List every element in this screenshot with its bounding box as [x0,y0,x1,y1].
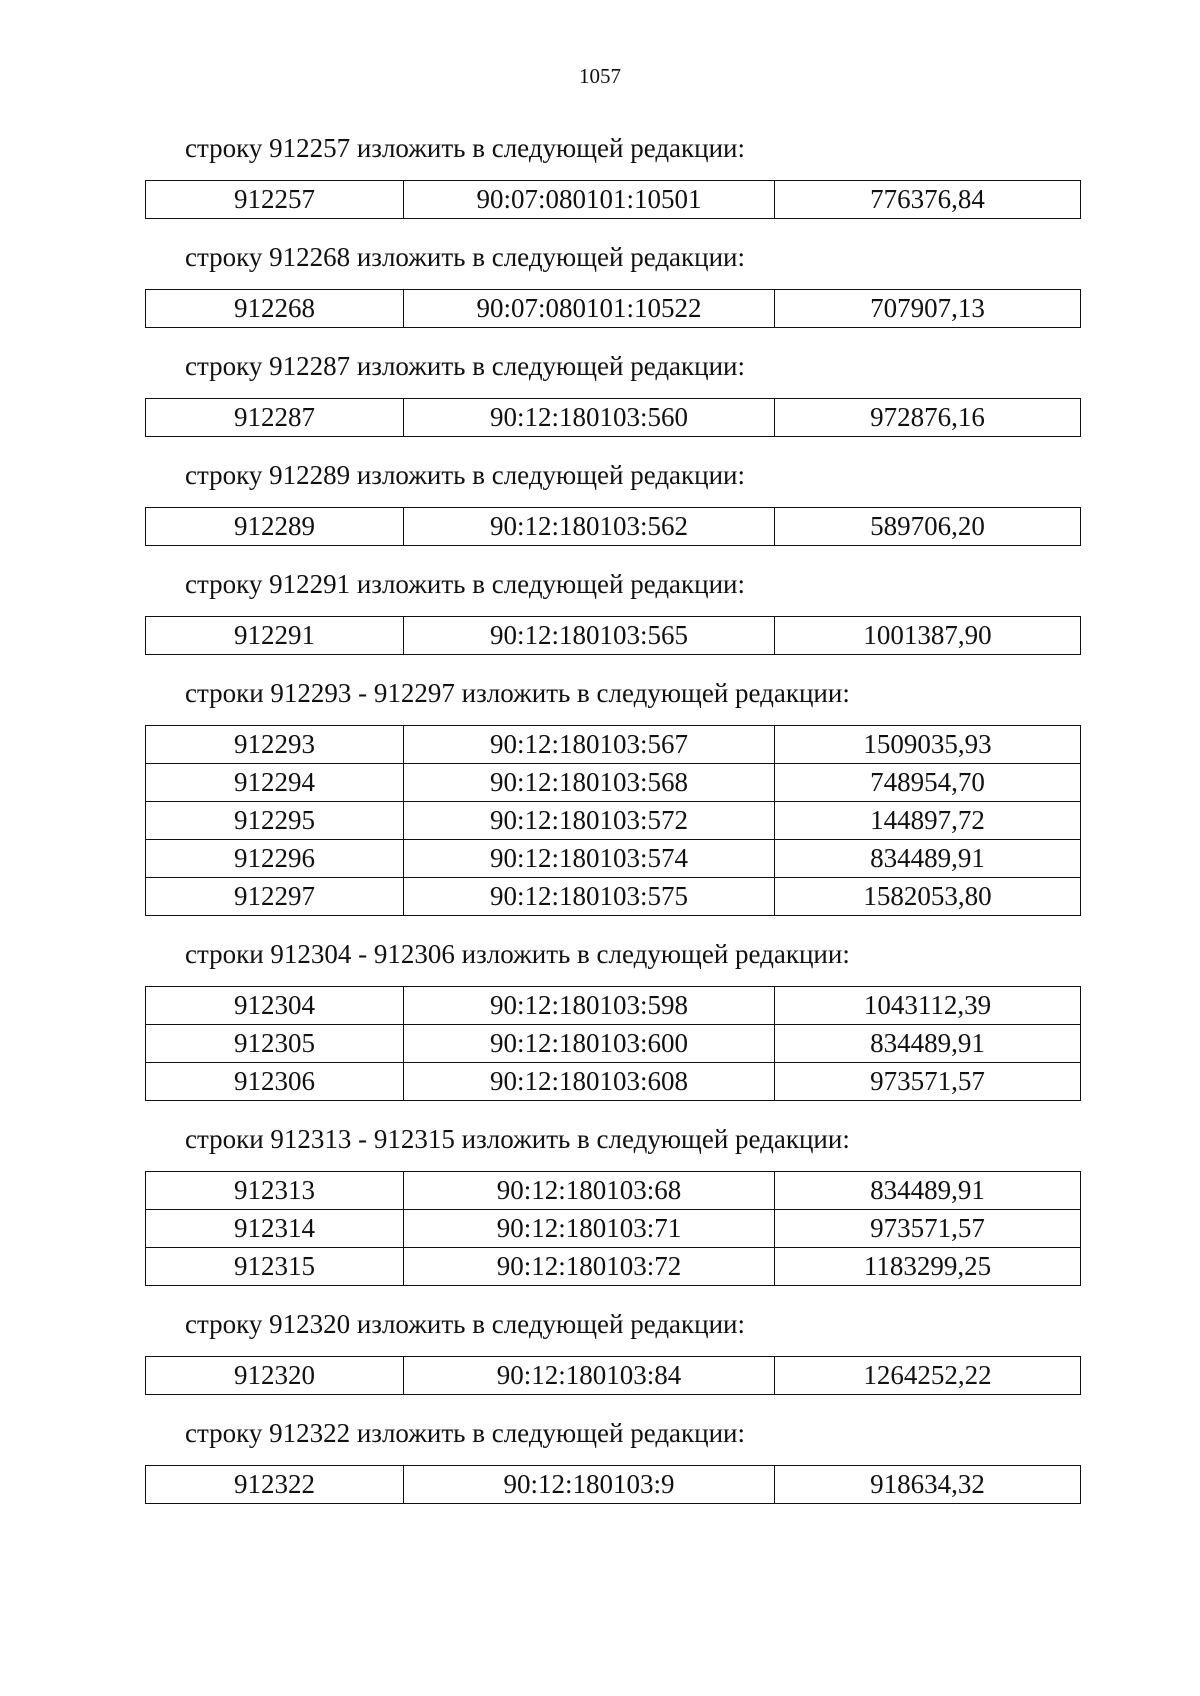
amendment-heading: строку 912257 изложить в следующей редакции: [185,133,746,163]
table-row [146,1172,1081,1210]
cadastral-number-cell: 90:12:180103:565 [404,617,775,655]
amendment-table [145,986,1081,1101]
table-row [146,1210,1081,1248]
row-number-cell: 912293 [146,726,404,764]
value-cell: 1582053,80 [775,878,1081,916]
amendment-heading: строку 912289 изложить в следующей редакции: [185,460,746,490]
row-number-cell: 912295 [146,802,404,840]
amendment-table [145,507,1081,546]
amendment-section [145,241,1080,328]
value-cell: 776376,84 [775,181,1081,219]
cadastral-number-cell: 90:12:180103:574 [404,840,775,878]
amendment-table [145,725,1081,916]
table-row [146,802,1081,840]
row-number-cell: 912320 [146,1357,404,1395]
amendment-table [145,398,1081,437]
table-row [146,1063,1081,1101]
amendment-heading: строку 912320 изложить в следующей редакции: [185,1309,746,1339]
amendment-heading: строку 912322 изложить в следующей редакции: [185,1418,746,1448]
table-row [146,399,1081,437]
table-row [146,290,1081,328]
cadastral-number-cell: 90:12:180103:608 [404,1063,775,1101]
cadastral-number-cell: 90:12:180103:68 [404,1172,775,1210]
amendment-heading: строки 912293 - 912297 изложить в следующей редакции: [185,678,850,708]
value-cell: 918634,32 [775,1466,1081,1504]
row-number-cell: 912315 [146,1248,404,1286]
amendment-heading: строку 912291 изложить в следующей редакции: [185,569,746,599]
value-cell: 1043112,39 [775,987,1081,1025]
cadastral-number-cell: 90:12:180103:9 [404,1466,775,1504]
amendment-section [145,1417,1080,1504]
amendment-table [145,289,1081,328]
table-row [146,1357,1081,1395]
amendment-section [145,132,1080,219]
amendment-heading: строки 912313 - 912315 изложить в следующей редакции: [185,1124,850,1154]
row-number-cell: 912297 [146,878,404,916]
table-row [146,1025,1081,1063]
row-number-cell: 912306 [146,1063,404,1101]
cadastral-number-cell: 90:12:180103:84 [404,1357,775,1395]
row-number-cell: 912304 [146,987,404,1025]
table-row [146,617,1081,655]
value-cell: 1509035,93 [775,726,1081,764]
table-row [146,726,1081,764]
value-cell: 834489,91 [775,1172,1081,1210]
row-number-cell: 912294 [146,764,404,802]
row-number-cell: 912296 [146,840,404,878]
amendment-section [145,1308,1080,1395]
cadastral-number-cell: 90:12:180103:560 [404,399,775,437]
amendment-table [145,1465,1081,1504]
value-cell: 973571,57 [775,1063,1081,1101]
table-row [146,1248,1081,1286]
value-cell: 1001387,90 [775,617,1081,655]
amendment-section [145,350,1080,437]
amendment-table [145,180,1081,219]
amendment-section [145,459,1080,546]
table-row [146,181,1081,219]
row-number-cell: 912322 [146,1466,404,1504]
row-number-cell: 912289 [146,508,404,546]
value-cell: 144897,72 [775,802,1081,840]
value-cell: 707907,13 [775,290,1081,328]
table-row [146,878,1081,916]
page-number: 1057 [579,64,621,88]
table-row [146,764,1081,802]
cadastral-number-cell: 90:07:080101:10501 [404,181,775,219]
value-cell: 1264252,22 [775,1357,1081,1395]
amendment-section [145,1123,1080,1286]
row-number-cell: 912314 [146,1210,404,1248]
row-number-cell: 912305 [146,1025,404,1063]
amendment-heading: строку 912268 изложить в следующей редакции: [185,242,746,272]
cadastral-number-cell: 90:12:180103:71 [404,1210,775,1248]
cadastral-number-cell: 90:07:080101:10522 [404,290,775,328]
amendment-section [145,677,1080,916]
cadastral-number-cell: 90:12:180103:600 [404,1025,775,1063]
value-cell: 1183299,25 [775,1248,1081,1286]
cadastral-number-cell: 90:12:180103:572 [404,802,775,840]
value-cell: 748954,70 [775,764,1081,802]
table-row [146,840,1081,878]
value-cell: 972876,16 [775,399,1081,437]
amendment-section [145,568,1080,655]
table-row [146,1466,1081,1504]
amendment-table [145,1356,1081,1395]
value-cell: 973571,57 [775,1210,1081,1248]
cadastral-number-cell: 90:12:180103:567 [404,726,775,764]
document-content [145,132,1080,1526]
amendment-table [145,616,1081,655]
amendment-table [145,1171,1081,1286]
amendment-section [145,938,1080,1101]
value-cell: 589706,20 [775,508,1081,546]
cadastral-number-cell: 90:12:180103:575 [404,878,775,916]
value-cell: 834489,91 [775,840,1081,878]
cadastral-number-cell: 90:12:180103:568 [404,764,775,802]
row-number-cell: 912313 [146,1172,404,1210]
row-number-cell: 912257 [146,181,404,219]
amendment-heading: строки 912304 - 912306 изложить в следующей редакции: [185,939,850,969]
row-number-cell: 912287 [146,399,404,437]
cadastral-number-cell: 90:12:180103:598 [404,987,775,1025]
cadastral-number-cell: 90:12:180103:72 [404,1248,775,1286]
amendment-heading: строку 912287 изложить в следующей редакции: [185,351,746,381]
table-row [146,987,1081,1025]
row-number-cell: 912291 [146,617,404,655]
cadastral-number-cell: 90:12:180103:562 [404,508,775,546]
row-number-cell: 912268 [146,290,404,328]
table-row [146,508,1081,546]
value-cell: 834489,91 [775,1025,1081,1063]
